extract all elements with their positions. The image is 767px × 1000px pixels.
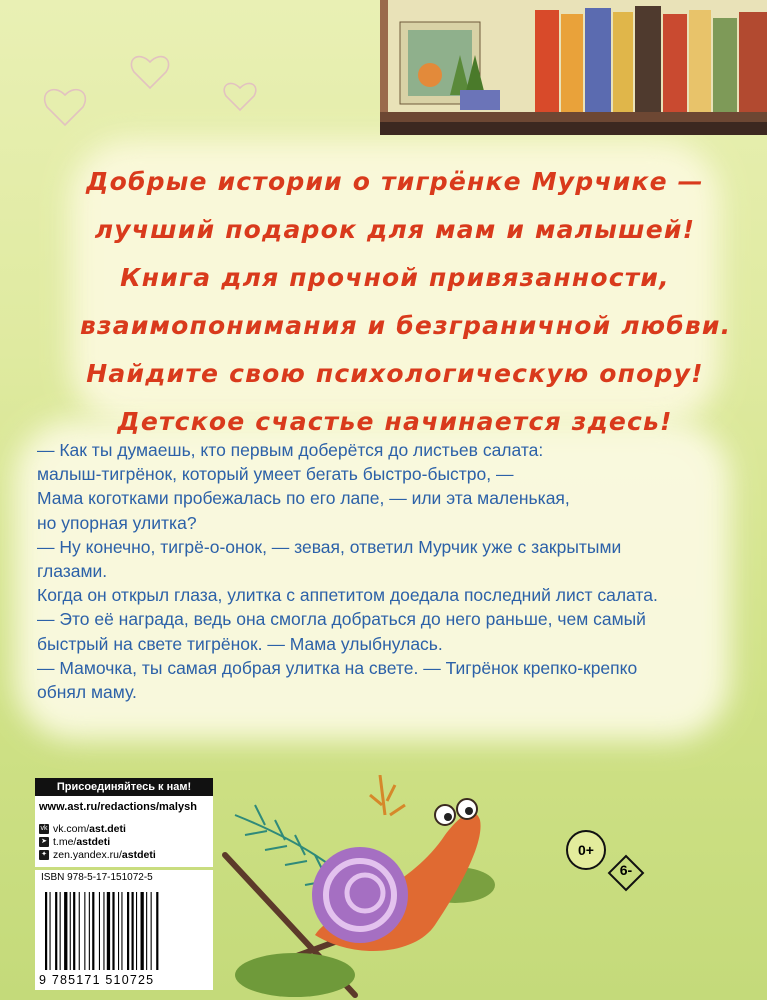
barcode-digits: 9 785171 510725: [39, 973, 155, 987]
headline-line: Книга для прочной привязанности,: [120, 263, 670, 292]
barcode-bar: [156, 892, 158, 970]
barcode-bar: [141, 892, 144, 970]
story-excerpt: [37, 438, 727, 704]
telegram-icon: ➤: [39, 837, 49, 847]
barcode-bar: [99, 892, 100, 970]
publisher-site-link[interactable]: www.ast.ru/redactions/malysh: [35, 796, 213, 818]
barcode-bar: [112, 892, 114, 970]
barcode-bar: [45, 892, 47, 970]
barcode-bar: [121, 892, 122, 970]
barcode-bar: [107, 892, 110, 970]
barcode-bar: [55, 892, 57, 970]
link-prefix: vk.com/: [53, 822, 90, 835]
headline-line: Добрые истории о тигрёнке Мурчике —: [86, 167, 704, 196]
story-line: обнял маму.: [37, 682, 137, 703]
snail-illustration: [205, 775, 525, 1000]
barcode-bar: [146, 892, 147, 970]
link-prefix: zen.yandex.ru/: [53, 848, 122, 861]
social-link-telegram[interactable]: [39, 835, 209, 848]
barcode-bar: [136, 892, 137, 970]
headline-line: взаимопонимания и безграничной любви.: [80, 311, 732, 340]
barcode-bar: [151, 892, 152, 970]
bookshelf-illustration: [380, 0, 767, 135]
barcode-bar: [50, 892, 51, 970]
barcode-bar: [73, 892, 75, 970]
age-rating-badge: 0+: [566, 830, 606, 870]
barcode-bar: [84, 892, 85, 970]
barcode-bar: [89, 892, 90, 970]
story-line: — Ну конечно, тигрё-о-онок, — зевая, ответил Мурчик уже с закрытыми: [37, 536, 622, 557]
story-line: но упорная улитка?: [37, 512, 197, 533]
story-line: малыш-тигрёнок, который умеет бегать быстро-быстро, —: [37, 464, 514, 485]
story-line: глазами.: [37, 561, 108, 582]
headline-line: лучший подарок для мам и малышей!: [94, 215, 696, 244]
vk-icon: vk: [40, 824, 48, 832]
hearts-doodle: [0, 0, 300, 160]
social-box: [35, 778, 213, 867]
barcode-bar: [64, 892, 67, 970]
barcode-graphic: [45, 892, 203, 972]
story-line: — Это её награда, ведь она смогла добраться до него раньше, чем самый: [37, 609, 646, 630]
barcode-bar: [132, 892, 134, 970]
link-handle: ast.deti: [89, 822, 126, 835]
story-line: — Как ты думаешь, кто первым доберётся до листьев салата:: [37, 440, 544, 460]
story-line: — Мамочка, ты самая добрая улитка на свете. — Тигрёнок крепко-крепко: [37, 657, 638, 678]
barcode-bar: [103, 892, 104, 970]
story-line: быстрый на свете тигрёнок. — Мама улыбнулась.: [37, 633, 443, 654]
age-rating-2: 6-: [619, 862, 633, 878]
headline-line: Найдите свою психологическую опору!: [86, 359, 704, 388]
social-link-vk[interactable]: [39, 822, 209, 835]
barcode-bar: [79, 892, 80, 970]
social-link-zen[interactable]: [39, 848, 209, 861]
social-links: [35, 818, 213, 867]
isbn-block: [35, 870, 213, 990]
story-line: Когда он открыл глаза, улитка с аппетитом доедала последний лист салата.: [37, 585, 658, 606]
barcode-bar: [60, 892, 61, 970]
link-handle: astdeti: [121, 848, 156, 861]
join-title: Присоединяйтесь к нам!: [35, 778, 213, 796]
promo-headline: [80, 158, 732, 446]
link-handle: astdeti: [76, 835, 111, 848]
barcode-bar: [127, 892, 129, 970]
barcode-bar: [92, 892, 94, 970]
story-line: Мама коготками пробежалась по его лапе, — или эта маленькая,: [37, 488, 570, 509]
isbn-number: ISBN 978-5-17-151072-5: [41, 872, 153, 883]
barcode-bar: [118, 892, 119, 970]
zen-icon: ✦: [39, 850, 49, 860]
headline-line: Детское счастье начинается здесь!: [117, 407, 673, 436]
link-prefix: t.me/: [53, 835, 77, 848]
barcode-bar: [70, 892, 71, 970]
